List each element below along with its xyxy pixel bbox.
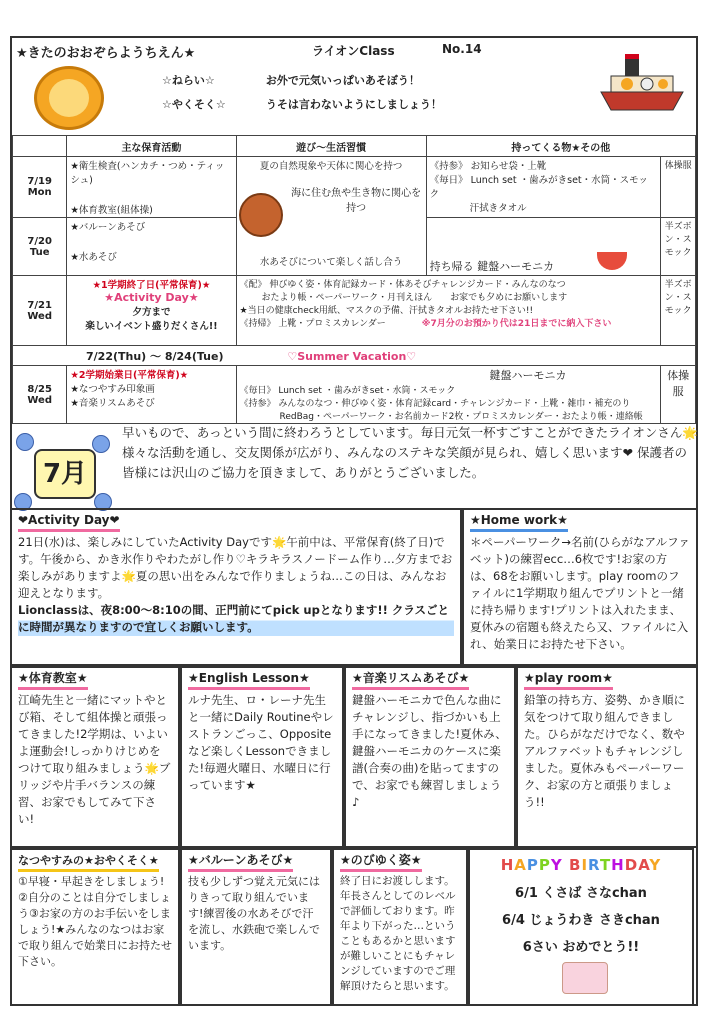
schedule-header-row: [13, 136, 696, 157]
birthday-child-2: 6/4 じょうわき さきchan: [502, 913, 660, 928]
birthday-title-letter: P: [538, 856, 551, 874]
music-box: [344, 666, 516, 848]
cake-icon: [562, 962, 608, 994]
nobiyuku-text: 終了日にお渡しします。年長さんとしてのレベルで評価しております。昨年より下がった…ということもあるかと思いますが難しいことにもチャレンジしていますのでご理解頂けたらと思います。: [340, 875, 456, 992]
homework-box: [462, 508, 698, 666]
birthday-title-letter: H: [611, 856, 625, 874]
lion-icon: [34, 66, 104, 130]
aim-label: ☆ねらい☆: [162, 74, 215, 87]
birthday-title-letter: D: [624, 856, 639, 874]
table-row: 7/21 Wed ★1学期終了日(平常保育)★ ★Activity Day★ 夕方まで 楽しいイベント盛りだくさん!! 《配》 伸びゆく姿・体育記録カード・体あそびチャレンジカード・みんなのなつ おたより帳・ペーパーワーク・月刊えほん お家でも夕めにお願いします ★当日の健康check用紙、マスクの予備、汗拭きタオルお持たせ下さい!! 《持帰》 上靴・プロミスカレンダー ※7月分のお預かり代は21日までに納入下さい 半ズボン・スモック: [13, 276, 696, 346]
ship-icon: [597, 48, 687, 118]
pickup-text: Lionclassは、夜8:00～8:10の間、正門前にてpick upとなります!! クラスごとに時間が異なりますので宜しくお願いします。: [18, 602, 454, 636]
col-items: 持ってくる物★その他: [426, 136, 695, 157]
flower-icon: [92, 435, 110, 453]
promise-text: うそは言わないようにしましょう！: [265, 98, 442, 111]
balloon-box: [180, 848, 332, 1006]
table-row: 8/25 Wed ★2学期始業日(平常保育)★ ★なつやすみ印象画 ★音楽リスムあそび 鍵盤ハーモニカ 《毎日》 Lunch set ・歯みがきset・水筒・スモック 《持参》 みんなのなつ・伸びゆく姿・体育記録card・チャレンジカード・上靴・雑巾・補充のり RedBag・ペーパーワーク・お名前カード2枚・プロミスカレンダー・おたより帳・連絡帳 体操服: [13, 366, 696, 424]
activity-day-text: 21日(水)は、楽しみにしていたActivity Dayです🌟午前中は、平常保育(終了日)です。午後から、かき氷作りやわたがし作り♡キラキラスノードーム作り…夕方までお楽しみがありますよ🌟夏の思い出をみんなで作りましょうね…この日は、みんなお迎えとなります。: [18, 535, 453, 600]
birthday-child-1: 6/1 くさば さなchan: [515, 886, 647, 901]
birthday-title-letter: P: [526, 856, 539, 874]
birthday-title: [470, 856, 692, 874]
playroom-text: 鉛筆の持ち方、姿勢、かき順に気をつけて取り組んできました。ひらがなだけでなく、数やアルファベットもチャレンジしました。夏休みもペーパーワーク、お家の方と頑張りましょう!!: [524, 693, 685, 809]
july-badge: [14, 433, 110, 511]
summer-promise-box: [10, 848, 180, 1006]
nobiyuku-box: [332, 848, 468, 1006]
music-title: ★音楽リスムあそび★: [352, 670, 469, 690]
aim-text: お外で元気いっぱいあそぼう！: [265, 74, 420, 87]
balloon-title: ★バルーンあそび★: [188, 852, 293, 872]
schedule-table: [12, 135, 696, 424]
birthday-title-letter: T: [599, 856, 612, 874]
summer-promise-text: ①早寝・早起きをしましょう!②自分のことは自分でしましょう③お家の方のお手伝いをしましょう!★みんなのなつはお家で取り組んで始業日にお持たせ下さい。: [18, 875, 172, 968]
english-text: ルナ先生、ロ・レーナ先生と一緒にDaily Routineやレストランごっこ、Oppositeなど楽しくLessonできました!毎週火曜日、水曜日に行っています★: [188, 693, 334, 792]
header: [12, 38, 696, 134]
class-name: ライオンClass: [312, 44, 395, 58]
summer-promise-title: なつやすみの★おやくそく★: [18, 852, 159, 872]
homework-title: ★Home work★: [470, 512, 568, 532]
promise-label: ☆やくそく☆: [162, 98, 226, 111]
birthday-title-letter: Y: [550, 856, 563, 874]
school-name: ★きたのおおぞらようちえん★: [16, 46, 196, 61]
nobiyuku-title: ★のびゆく姿★: [340, 852, 422, 872]
issue-number: No.14: [442, 42, 482, 56]
intro-text: 早いもので、あっという間に終わろうとしています。毎日元気一杯すごすことができたライオンさん🌟様々な活動を通し、交友関係が広がり、みんなのステキな笑顔が見られ、嬉しく思います❤ 保護者の皆様には沢山のご協力を頂きまして、ありがとうございました。: [122, 425, 698, 480]
col-main-activity: 主な保育活動: [67, 136, 236, 157]
birthday-title-letter: B: [569, 856, 582, 874]
watermelon-icon: [597, 252, 627, 270]
promise-row: [162, 96, 442, 112]
taiiku-text: 江崎先生と一緒にマットやとび箱、そして組体操と頑張ってきました!2学期は、いよいよ運動会!しっかりけじめをつけて取り組みましょう🌟ブリッジや片手バランスの練習、お家でもしてみて下さい!: [18, 693, 171, 826]
month-label: 7月: [34, 449, 96, 499]
playroom-title: ★play room★: [524, 670, 613, 690]
english-title: ★English Lesson★: [188, 670, 310, 690]
beetle-icon: [239, 193, 283, 237]
table-row: 7/20 Tue ★バルーンあそび ★水あそび 持ち帰る 鍵盤ハーモニカ 半ズボン・スモック: [13, 218, 696, 276]
balloon-text: 技も少しずつ覚え元気にはりきって取り組んでいます!練習後の水あそびで汗を流し、水鉄砲で楽しんでいます。: [188, 875, 320, 952]
table-row: 7/19 Mon ★衛生検査(ハンカチ・つめ・ティッシュ) ★体育教室(組体操) 夏の自然現象や天体に関心を持つ 海に住む魚や生き物に関心を持つ 水あそびについて楽しく話し合う 《持参》 お知らせ袋・上靴 《毎日》 Lunch set ・歯みがきset・水筒・スモック 汗拭きタオル 体操服: [13, 157, 696, 218]
english-box: [180, 666, 344, 848]
activity-day-box: [10, 508, 462, 666]
summer-vacation-row: 7/22(Thu) ～ 8/24(Tue) ♡Summer Vacation♡: [13, 346, 696, 366]
music-text: 鍵盤ハーモニカで色んな曲にチャレンジし、指づかいも上手になってきました!夏休み、鍵盤ハーモニカのケースに楽譜(合奏の曲)を貼ってますので、お家でも練習しましょう♪: [352, 693, 507, 809]
birthday-title-letter: A: [638, 856, 650, 874]
birthday-title-letter: H: [500, 856, 515, 874]
col-play: 遊び～生活習慣: [236, 136, 426, 157]
taiiku-title: ★体育教室★: [18, 670, 88, 690]
birthday-title-letter: I: [581, 856, 589, 874]
birthday-title-letter: Y: [649, 856, 662, 874]
playroom-box: [516, 666, 698, 848]
homework-text: ＊ペーパーワーク→名前(ひらがなアルファベット)の練習ecc…6枚です!お家の方は、68をお願いします。play roomのファイルに1学期取り組んでプリントと一緒に持ち帰ります!プリントは入れたまま、夏休みの宿題も終えたら又、ファイルに入れ、始業日にお持たせ下さい。: [470, 535, 690, 651]
birthday-title-letter: R: [588, 856, 600, 874]
birthday-title-letter: A: [514, 856, 527, 874]
taiiku-box: [10, 666, 180, 848]
flower-icon: [16, 433, 34, 451]
birthday-box: [468, 848, 694, 1006]
birthday-message: 6さい おめでとう!!: [522, 940, 640, 955]
activity-day-title: ❤Activity Day❤: [18, 512, 120, 532]
aim-row: [162, 72, 420, 88]
